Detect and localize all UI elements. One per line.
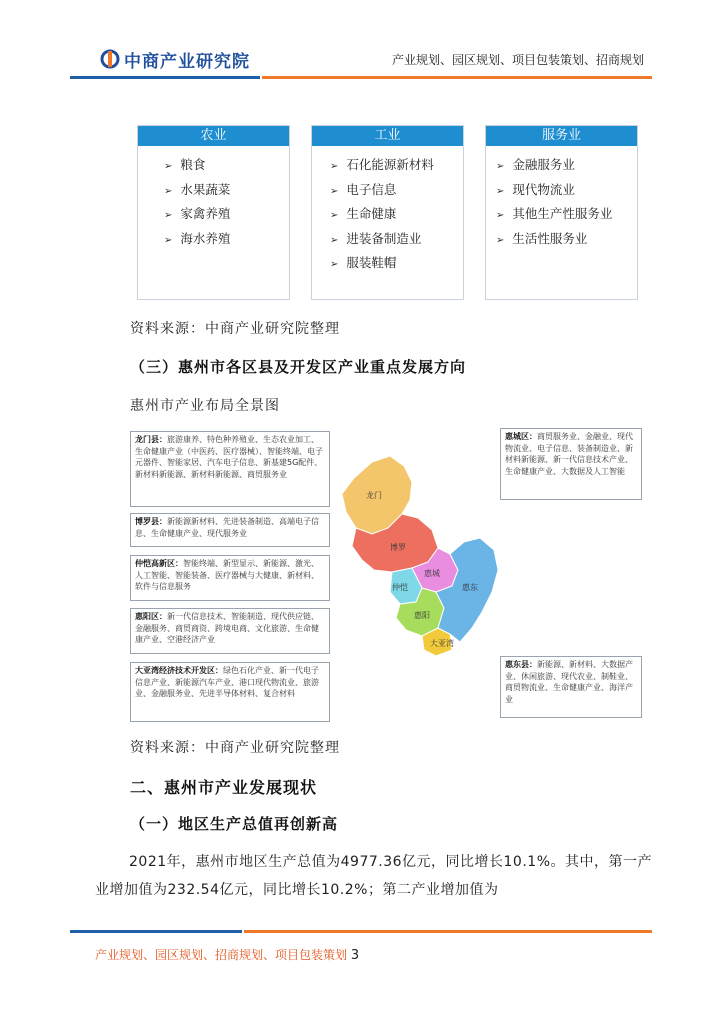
footer-divider-blue bbox=[70, 930, 242, 933]
map-label-boluo: 博罗 bbox=[390, 543, 406, 552]
map-label-huicheng: 惠城 bbox=[424, 569, 440, 578]
source-note: 资料来源：中商产业研究院整理 bbox=[130, 740, 340, 756]
logo-text: 中商产业研究院 bbox=[124, 51, 250, 72]
map-label-zhongkai: 仲恺 bbox=[392, 583, 408, 592]
subsection-heading: （一）地区生产总值再创新高 bbox=[130, 815, 339, 833]
map-legend-boluo: 博罗县：新能源新材料、先进装备制造、高端电子信息、生命健康产业、现代服务业 bbox=[130, 513, 330, 547]
list-item: ➢ 水果蔬菜 bbox=[164, 179, 289, 204]
arrow-icon: ➢ bbox=[164, 161, 173, 172]
section-heading: （三）惠州市各区县及开发区产业重点发展方向 bbox=[130, 358, 467, 376]
header-divider-orange bbox=[262, 76, 652, 79]
industry-box-title: 农业 bbox=[138, 126, 289, 146]
arrow-icon: ➢ bbox=[164, 210, 173, 221]
list-item: ➢ 金融服务业 bbox=[496, 154, 637, 179]
map-legend-zhongkai: 仲恺高新区：智能终端、新型显示、新能源、激光、人工智能、智能装备、医疗器械与大健康、新材料、软件与信息服务 bbox=[130, 555, 330, 601]
body-paragraph: 2021年，惠州市地区生产总值为4977.36亿元，同比增长10.1%。其中，第一产业增加值为232.54亿元，同比增长10.2%；第二产业增加值为 bbox=[95, 854, 652, 898]
industry-box-agriculture bbox=[137, 125, 290, 300]
list-item: ➢ 粮食 bbox=[164, 154, 289, 179]
map-label-dayawan: 大亚湾 bbox=[430, 639, 454, 648]
list-item: ➢ 生命健康 bbox=[330, 203, 463, 228]
list-item: ➢ 电子信息 bbox=[330, 179, 463, 204]
footer bbox=[95, 946, 359, 963]
huizhou-district-map bbox=[332, 452, 502, 672]
section-heading: 二、惠州市产业发展现状 bbox=[130, 778, 318, 797]
arrow-icon: ➢ bbox=[330, 259, 339, 270]
list-item: ➢ 家禽养殖 bbox=[164, 203, 289, 228]
list-item: ➢ 服装鞋帽 bbox=[330, 252, 463, 277]
industry-box-title: 工业 bbox=[312, 126, 463, 146]
list-item: ➢ 现代物流业 bbox=[496, 179, 637, 204]
map-label-longmen: 龙门 bbox=[366, 491, 382, 500]
industry-box-services bbox=[485, 125, 638, 300]
header-divider-blue bbox=[70, 76, 260, 79]
list-item: ➢ 石化能源新材料 bbox=[330, 154, 463, 179]
arrow-icon: ➢ bbox=[496, 210, 505, 221]
arrow-icon: ➢ bbox=[164, 185, 173, 197]
arrow-icon: ➢ bbox=[164, 234, 173, 246]
map-legend-dayawan: 大亚湾经济技术开发区：绿色石化产业、新一代电子信息产业、新能源汽车产业、港口现代物流业、旅游业、金融服务业、先进半导体材料、复合材料 bbox=[130, 662, 330, 722]
list-item: ➢ 进装备制造业 bbox=[330, 228, 463, 253]
footer-tagline: 产业规划、园区规划、招商规划、项目包装策划 bbox=[95, 948, 348, 962]
list-item: ➢ 其他生产性服务业 bbox=[496, 203, 637, 228]
figure-caption: 惠州市产业布局全景图 bbox=[130, 398, 280, 414]
arrow-icon: ➢ bbox=[330, 234, 339, 246]
list-item: ➢ 海水养殖 bbox=[164, 228, 289, 253]
list-item: ➢ 生活性服务业 bbox=[496, 228, 637, 253]
page-number: 3 bbox=[350, 948, 360, 963]
map-legend-huiyang: 惠阳区：新一代信息技术、智能制造、现代供应链、金融服务、商贸商资、跨境电商、文化旅游、生命健康产业、空港经济产业 bbox=[130, 608, 330, 654]
industry-box-title: 服务业 bbox=[486, 126, 637, 146]
arrow-icon: ➢ bbox=[496, 234, 505, 246]
map-legend-longmen: 龙门县：旅游康养、特色种养殖业、生态农业加工、生命健康产业（中医药、医疗器械）、智能终端、电子元器件、智能家居、汽车电子信息、新基建5G配件、新材料新能源、新材料新能源、商贸服务业 bbox=[130, 431, 330, 507]
map-label-huiyang: 惠阳 bbox=[414, 611, 430, 620]
source-note: 资料来源：中商产业研究院整理 bbox=[130, 321, 340, 337]
arrow-icon: ➢ bbox=[330, 210, 339, 221]
arrow-icon: ➢ bbox=[496, 161, 505, 172]
industry-map-figure bbox=[130, 422, 642, 740]
map-label-huidong: 惠东 bbox=[462, 583, 478, 592]
footer-divider-orange bbox=[244, 930, 652, 933]
logo-icon bbox=[100, 49, 120, 69]
map-legend-huidong: 惠东县：新能源、新材料、大数据产业、休闲旅游、现代农业、制鞋业、商贸物流业、生命健康产业、海洋产业 bbox=[500, 656, 642, 718]
arrow-icon: ➢ bbox=[496, 185, 505, 197]
industry-box-industry bbox=[311, 125, 464, 300]
map-legend-huicheng: 惠城区：商贸服务业、金融业、现代物流业、电子信息、装备制造业、新材料新能源、新一代信息技术产业、生命健康产业、大数据及人工智能 bbox=[500, 428, 642, 500]
header-tagline: 产业规划、园区规划、项目包装策划、招商规划 bbox=[391, 53, 644, 67]
arrow-icon: ➢ bbox=[330, 185, 339, 197]
arrow-icon: ➢ bbox=[330, 161, 339, 172]
logo bbox=[100, 48, 250, 70]
